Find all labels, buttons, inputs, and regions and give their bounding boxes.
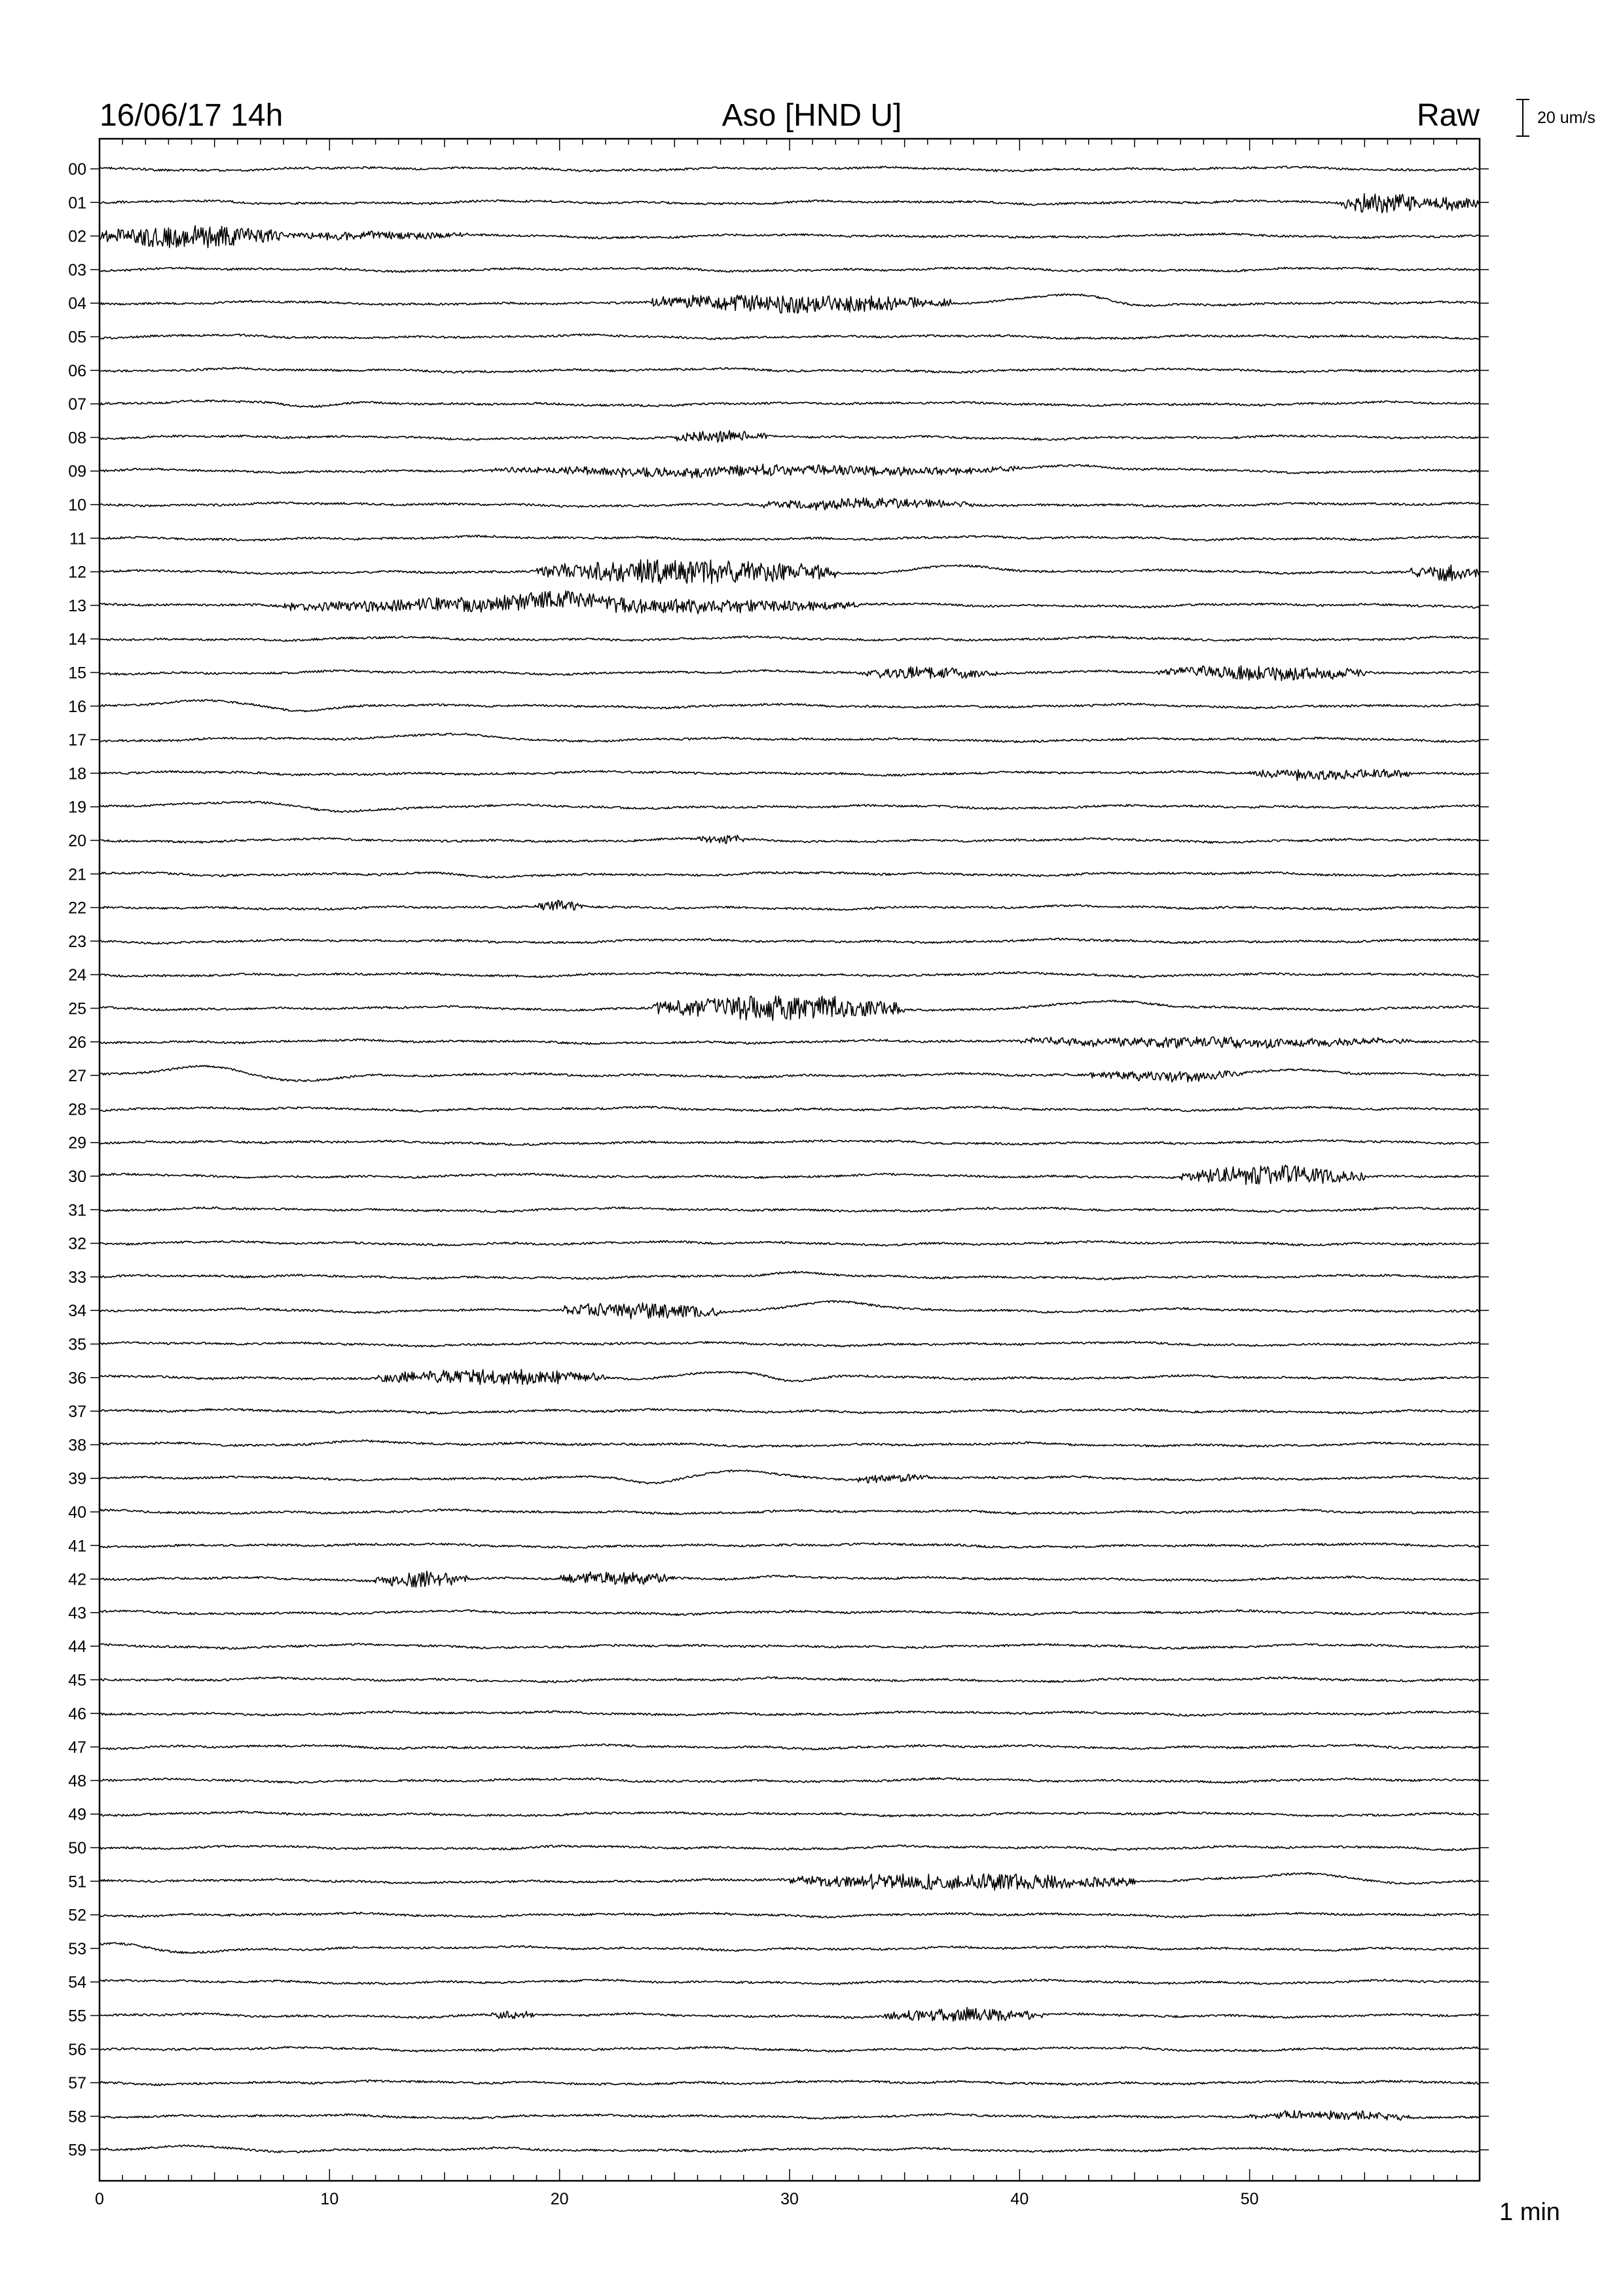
row-label: 54 <box>68 1973 86 1992</box>
row-label: 46 <box>68 1704 86 1723</box>
row-label: 29 <box>68 1134 86 1153</box>
row-label: 58 <box>68 2108 86 2126</box>
x-tick-label: 10 <box>320 2190 339 2208</box>
row-label: 21 <box>68 865 86 884</box>
row-label: 16 <box>68 697 86 716</box>
row-label: 34 <box>68 1302 86 1321</box>
row-label: 11 <box>69 529 86 548</box>
x-tick-label: 0 <box>95 2190 104 2208</box>
row-label: 12 <box>68 563 86 582</box>
x-axis-label: 1 min <box>1499 2198 1560 2226</box>
row-label: 17 <box>68 731 86 750</box>
row-label: 40 <box>68 1503 86 1522</box>
row-label: 08 <box>68 429 86 448</box>
row-label: 45 <box>68 1671 86 1690</box>
row-label: 26 <box>68 1033 86 1052</box>
row-label: 25 <box>68 999 86 1018</box>
row-label: 59 <box>68 2141 86 2160</box>
row-label: 44 <box>68 1638 86 1657</box>
row-label: 32 <box>68 1234 86 1253</box>
row-label: 10 <box>68 496 86 514</box>
row-label: 28 <box>68 1100 86 1119</box>
row-label: 39 <box>68 1469 86 1488</box>
row-label: 15 <box>68 664 86 683</box>
x-tick-label: 50 <box>1240 2190 1259 2208</box>
row-label: 13 <box>68 596 86 615</box>
row-label: 48 <box>68 1772 86 1791</box>
row-label: 50 <box>68 1839 86 1857</box>
row-label: 06 <box>68 361 86 380</box>
row-label: 18 <box>68 764 86 783</box>
row-label: 09 <box>68 462 86 481</box>
row-label: 55 <box>68 2007 86 2026</box>
row-label: 37 <box>68 1403 86 1422</box>
row-label: 07 <box>68 395 86 414</box>
row-label: 41 <box>68 1537 86 1556</box>
row-label: 04 <box>68 295 86 314</box>
row-label: 14 <box>68 630 86 649</box>
scale-label: 20 um/s <box>1537 109 1596 127</box>
row-label: 27 <box>68 1067 86 1086</box>
row-label: 02 <box>68 227 86 246</box>
x-tick-label: 30 <box>780 2190 799 2208</box>
row-label: 43 <box>68 1604 86 1623</box>
x-tick-label: 40 <box>1010 2190 1029 2208</box>
row-label: 38 <box>68 1436 86 1455</box>
row-label: 52 <box>68 1906 86 1925</box>
row-label: 49 <box>68 1805 86 1824</box>
row-label: 22 <box>68 899 86 918</box>
mode-label: Raw <box>1416 98 1480 133</box>
row-label: 36 <box>68 1369 86 1388</box>
row-label: 23 <box>68 932 86 951</box>
row-label: 33 <box>68 1268 86 1287</box>
row-label: 19 <box>68 798 86 817</box>
row-label: 20 <box>68 832 86 850</box>
x-tick-label: 20 <box>550 2190 569 2208</box>
row-label: 31 <box>68 1201 86 1220</box>
row-label: 47 <box>68 1738 86 1757</box>
row-label: 30 <box>68 1168 86 1186</box>
row-label: 53 <box>68 1939 86 1958</box>
station-title: Aso [HND U] <box>721 98 902 133</box>
row-label: 42 <box>68 1570 86 1589</box>
row-label: 05 <box>68 328 86 347</box>
row-label: 51 <box>68 1873 86 1892</box>
row-label: 01 <box>68 194 86 213</box>
row-label: 24 <box>68 966 86 985</box>
row-label: 03 <box>68 260 86 279</box>
datetime-label: 16/06/17 14h <box>100 98 283 133</box>
row-label: 35 <box>68 1335 86 1354</box>
row-label: 00 <box>68 160 86 179</box>
row-label: 57 <box>68 2074 86 2093</box>
row-label: 56 <box>68 2040 86 2059</box>
